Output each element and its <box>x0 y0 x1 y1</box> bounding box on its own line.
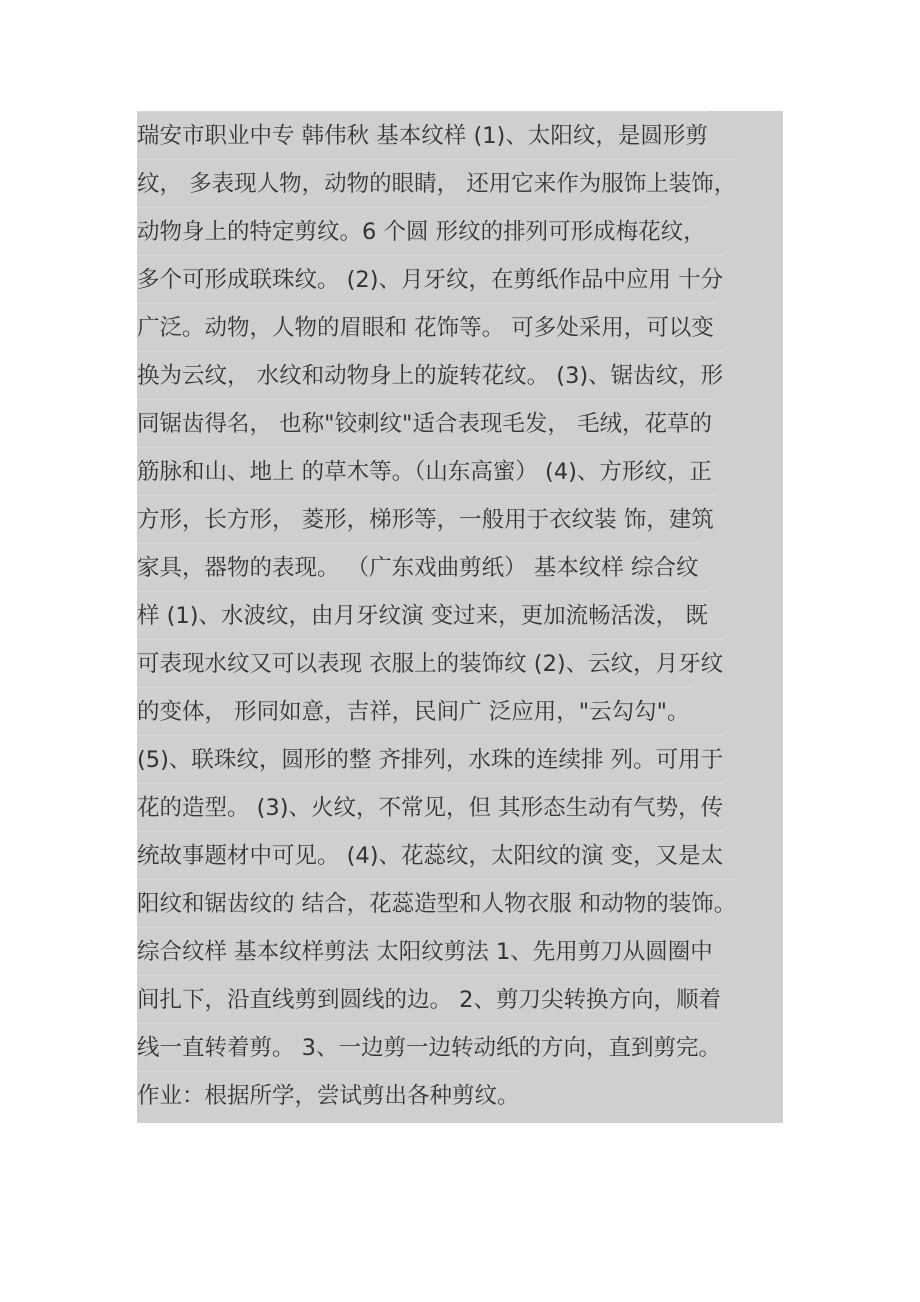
text-line: 广泛。动物，人物的眉眼和 花饰等。 可多处采用，可以变 <box>137 303 714 351</box>
text-line: 纹， 多表现人物，动物的眼睛， 还用它来作为服饰上装饰， <box>137 159 736 207</box>
text-line: 样 (1)、水波纹，由月牙纹演 变过来，更加流畅活泼， 既 <box>137 591 708 639</box>
text-line: 动物身上的特定剪纹。6 个圆 形纹的排列可形成梅花纹， <box>137 207 706 255</box>
text-line: 方形，长方形， 菱形，梯形等，一般用于衣纹装 饰，建筑 <box>137 495 714 543</box>
text-line: 换为云纹， 水纹和动物身上的旋转花纹。 (3)、锯齿纹，形 <box>137 351 723 399</box>
text-line: 同锯齿得名， 也称"铰刺纹"适合表现毛发， 毛绒，花草的 <box>137 399 712 447</box>
text-line: (5)、联珠纹，圆形的整 齐排列，水珠的连续排 列。可用于 <box>137 735 723 783</box>
text-line: 可表现水纹又可以表现 衣服上的装饰纹 (2)、云纹，月牙纹 <box>137 639 723 687</box>
text-line: 统故事题材中可见。 (4)、花蕊纹，太阳纹的演 变，又是太 <box>137 831 723 879</box>
text-line: 家具，器物的表现。 （广东戏曲剪纸） 基本纹样 综合纹 <box>137 543 698 591</box>
text-line: 花的造型。 (3)、火纹，不常见，但 其形态生动有气势，传 <box>137 783 723 831</box>
text-line: 作业：根据所学，尝试剪出各种剪纹。 <box>137 1071 520 1119</box>
text-line: 筋脉和山、地上 的草木等。（山东高蜜） (4)、方形纹，正 <box>137 447 712 495</box>
text-line: 多个可形成联珠纹。 (2)、月牙纹，在剪纸作品中应用 十分 <box>137 255 723 303</box>
text-line: 间扎下，沿直线剪到圆线的边。 2、剪刀尖转换方向，顺着 <box>137 975 721 1023</box>
text-line: 线一直转着剪。 3、一边剪一边转动纸的方向，直到剪完。 <box>137 1023 721 1071</box>
text-line: 的变体， 形同如意，吉祥，民间广 泛应用，"云勾勾"。 <box>137 687 690 735</box>
text-line: 综合纹样 基本纹样剪法 太阳纹剪法 1、先用剪刀从圆圈中 <box>137 927 713 975</box>
text-line: 瑞安市职业中专 韩伟秋 基本纹样 (1)、太阳纹，是圆形剪 <box>137 111 708 159</box>
text-line: 阳纹和锯齿纹的 结合，花蕊造型和人物衣服 和动物的装饰。 <box>137 879 736 927</box>
